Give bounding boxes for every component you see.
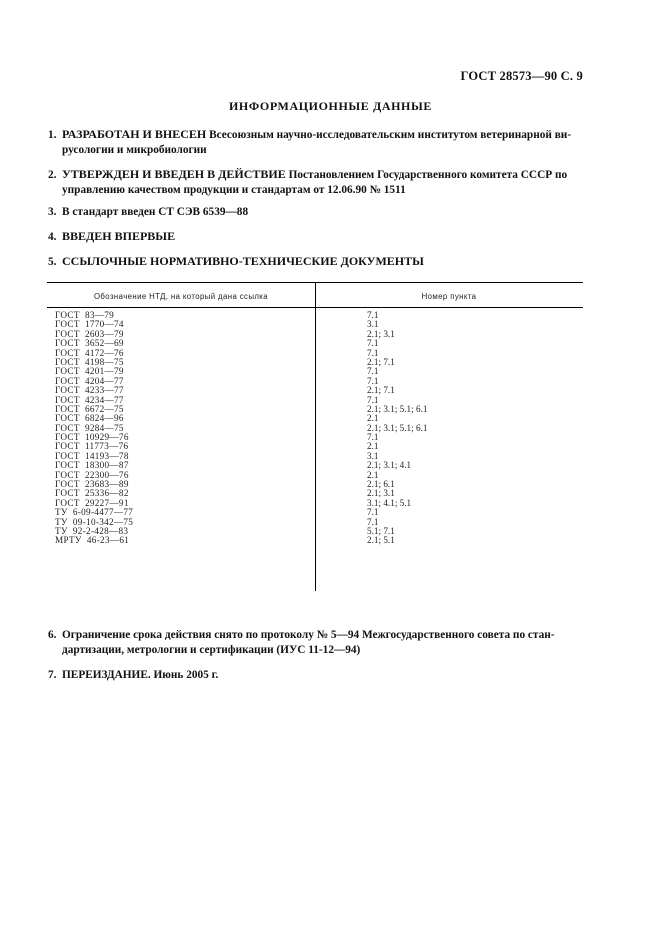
table-row	[47, 405, 583, 414]
row-document: ГОСТ 83—79	[55, 310, 115, 320]
row-point: 2.1; 3.1; 5.1; 6.1	[367, 422, 428, 433]
table-row	[47, 320, 583, 329]
table-row	[47, 367, 583, 376]
row-document: ГОСТ 4234—77	[55, 394, 124, 405]
table-row	[47, 414, 583, 423]
row-document: ГОСТ 4172—76	[55, 347, 124, 358]
row-point: 3.1	[367, 450, 379, 461]
item-number: 4.	[48, 231, 57, 243]
section-title: ИНФОРМАЦИОННЫЕ ДАННЫЕ	[229, 99, 432, 113]
table-rows	[47, 311, 583, 546]
row-point: 2.1; 5.1	[367, 535, 395, 546]
row-document: ГОСТ 2603—79	[55, 328, 124, 339]
row-point: 2.1; 7.1	[367, 356, 395, 367]
item-text-continuation: управлению качеством продукции и стандартам от 12.06.90 № 1511	[62, 184, 406, 196]
row-document: ГОСТ 22300—76	[55, 469, 129, 480]
row-point: 7.1	[367, 366, 379, 377]
item-number: 5.	[48, 256, 57, 268]
row-point: 3.1; 4.1; 5.1	[367, 497, 412, 508]
item-text: ПЕРЕИЗДАНИЕ. Июнь 2005 г.	[62, 669, 219, 681]
row-point: 5.1; 7.1	[367, 525, 395, 536]
row-point: 7.1	[367, 338, 379, 349]
item-approved	[48, 167, 584, 198]
table-row	[47, 339, 583, 348]
table-row	[47, 330, 583, 339]
row-document: ГОСТ 18300—87	[55, 460, 129, 471]
item-number: 7.	[48, 669, 57, 681]
row-point: 2.1; 7.1	[367, 385, 395, 396]
row-document: ТУ 92-2-428—83	[55, 525, 129, 536]
item-number: 2.	[48, 169, 57, 181]
row-document: ТУ 6-09-4477—77	[55, 507, 134, 518]
row-point: 2.1; 3.1; 5.1; 6.1	[367, 403, 428, 414]
row-document: ГОСТ 1770—74	[55, 319, 124, 330]
row-point: 2.1	[367, 413, 379, 424]
row-point: 7.1	[367, 507, 379, 518]
item-text-continuation: дартизации, метрологии и сертификации (ИУС 11-12—94)	[62, 644, 361, 656]
row-point: 7.1	[367, 310, 379, 320]
row-point: 7.1	[367, 516, 379, 527]
row-point: 7.1	[367, 394, 379, 405]
row-document: ГОСТ 3652—69	[55, 338, 124, 349]
table-row	[47, 396, 583, 405]
row-document: ГОСТ 14193—78	[55, 450, 129, 461]
item-text: Всесоюзным научно-исследовательским институтом ветеринарной ви-	[209, 129, 572, 141]
item-text: Постановлением Государственного комитета СССР по	[288, 169, 568, 181]
item-introduced	[48, 205, 584, 220]
table-row	[47, 358, 583, 367]
row-document: ГОСТ 4198—75	[55, 356, 124, 367]
table-row	[47, 311, 583, 320]
row-document: ГОСТ 10929—76	[55, 432, 129, 443]
row-document: ГОСТ 4201—79	[55, 366, 124, 377]
table-row	[47, 386, 583, 395]
item-text: ССЫЛОЧНЫЕ НОРМАТИВНО-ТЕХНИЧЕСКИЕ ДОКУМЕНТЫ	[62, 254, 424, 268]
row-point: 2.1	[367, 469, 379, 480]
row-document: ГОСТ 11773—76	[55, 441, 129, 452]
row-point: 7.1	[367, 347, 379, 358]
row-point: 7.1	[367, 432, 379, 443]
item-number: 6.	[48, 629, 57, 641]
header-rule	[47, 307, 583, 308]
item-number: 1.	[48, 129, 57, 141]
row-point: 3.1	[367, 319, 379, 330]
item-reissue	[48, 668, 584, 683]
item-limitation	[48, 628, 584, 658]
item-first-time	[48, 229, 584, 245]
column-header-doc: Обозначение НТД, на который дана ссылка	[93, 292, 269, 301]
item-text-continuation: русологии и микробиологии	[62, 144, 207, 156]
table-row	[47, 349, 583, 358]
row-document: ГОСТ 6672—75	[55, 403, 124, 414]
table-row	[47, 536, 583, 545]
row-document: ГОСТ 6824—96	[55, 413, 124, 424]
row-point: 2.1; 3.1	[367, 488, 395, 499]
row-point: 2.1; 3.1	[367, 328, 395, 339]
row-point: 2.1; 3.1; 4.1	[367, 460, 412, 471]
reference-table	[47, 282, 583, 591]
row-document: ГОСТ 4204—77	[55, 375, 124, 386]
row-document: ГОСТ 9284—75	[55, 422, 124, 433]
row-document: ГОСТ 4233—77	[55, 385, 124, 396]
row-document: МРТУ 46-23—61	[55, 535, 130, 546]
item-lead: РАЗРАБОТАН И ВНЕСЕН	[62, 127, 207, 141]
row-document: ГОСТ 23683—89	[55, 479, 129, 490]
row-document: ГОСТ 29227—91	[55, 497, 129, 508]
item-number: 3.	[48, 206, 57, 218]
row-document: ГОСТ 25336—82	[55, 488, 129, 499]
column-header-point: Номер пункта	[421, 292, 477, 301]
row-point: 2.1	[367, 441, 379, 452]
row-document: ТУ 09-10-342—75	[55, 516, 134, 527]
item-text: Ограничение срока действия снято по протоколу № 5—94 Межгосударственного совета по стан-	[62, 629, 555, 641]
item-references	[48, 254, 584, 270]
table-row	[47, 377, 583, 386]
row-point: 7.1	[367, 375, 379, 386]
page-header: ГОСТ 28573—90 С. 9	[460, 69, 583, 83]
item-text: ВВЕДЕН ВПЕРВЫЕ	[62, 229, 176, 243]
item-developed	[48, 127, 584, 158]
row-point: 2.1; 6.1	[367, 479, 395, 490]
item-lead: УТВЕРЖДЕН И ВВЕДЕН В ДЕЙСТВИЕ	[62, 167, 286, 181]
item-text: В стандарт введен СТ СЭВ 6539—88	[62, 206, 249, 218]
